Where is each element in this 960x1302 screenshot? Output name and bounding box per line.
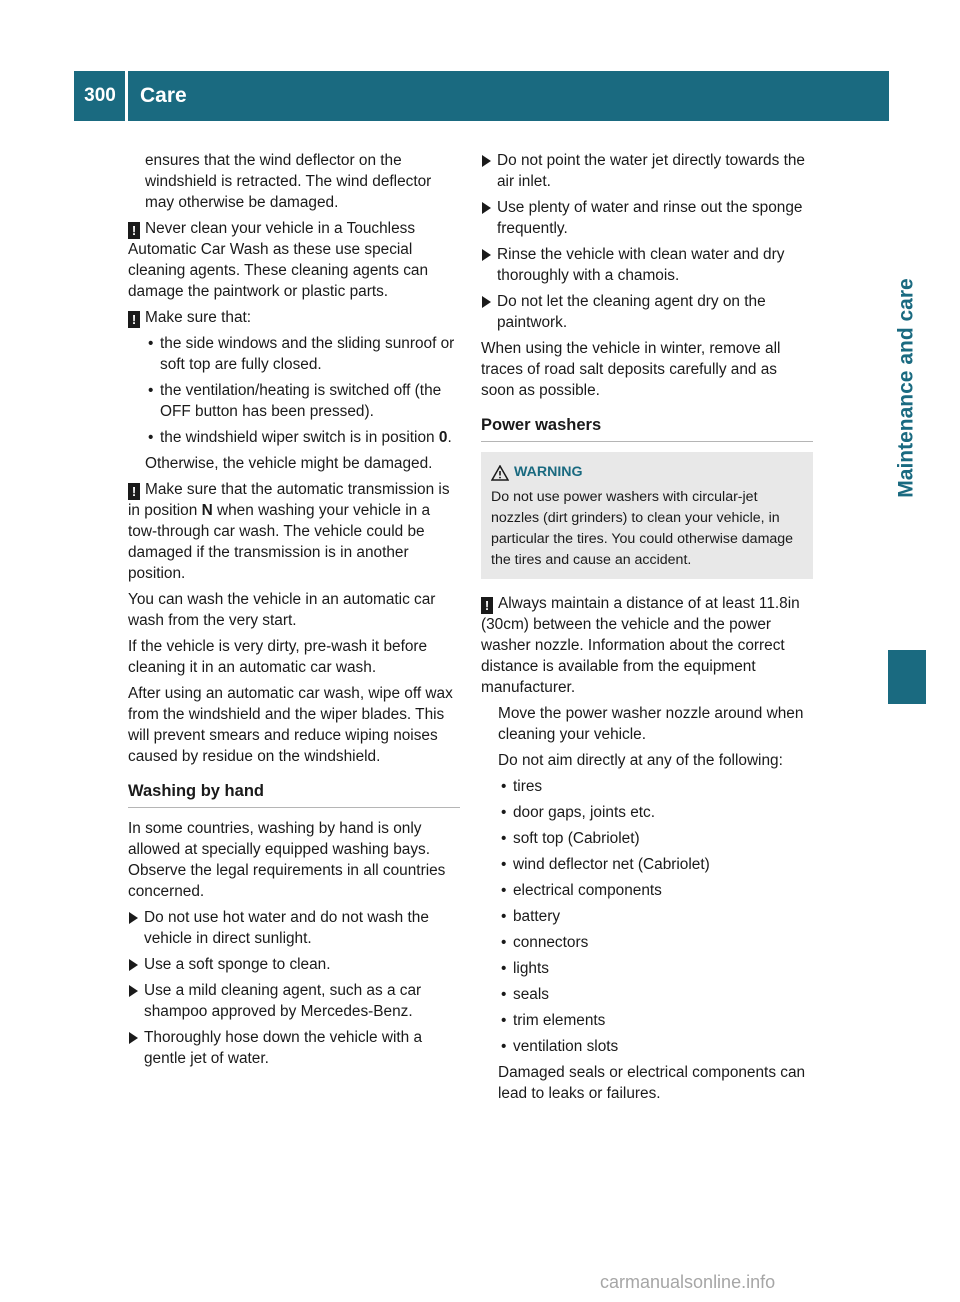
list-item [481, 828, 813, 849]
note-touchless-text: Never clean your vehicle in a Touchless Automatic Car Wash as these use special cleaning agents. These cleaning agents can damage the paintwork or plastic parts. [128, 220, 429, 300]
list-item [481, 906, 813, 927]
bullet-icon: • [148, 335, 154, 352]
list-item [481, 776, 813, 797]
note-transmission-text: Make sure that the automatic transmission is in position [128, 481, 450, 519]
step-text: Do not let the cleaning agent dry on the paintwork. [497, 293, 766, 331]
step-arrow-icon [129, 912, 138, 924]
heading-washing-by-hand: Washing by hand [128, 781, 460, 808]
instruction-step [128, 907, 460, 949]
step-arrow-icon [129, 959, 138, 971]
step-arrow-icon [482, 296, 491, 308]
bullet-icon: • [501, 908, 507, 925]
paragraph: You can wash the vehicle in an automatic car wash from the very start. [128, 591, 436, 629]
instruction-step [481, 197, 813, 239]
list-item [128, 380, 460, 422]
paragraph: If the vehicle is very dirty, pre-wash it before cleaning it in an automatic car wash. [128, 638, 428, 676]
warning-text: Do not use power washers with circular-jet nozzles (dirt grinders) to clean your vehicle, in particular the tires. You could otherwise damage the tires and cause an accident. [491, 489, 794, 568]
list-item-text: soft top (Cabriolet) [513, 830, 640, 847]
warning-box [481, 452, 813, 579]
bullet-icon: • [501, 960, 507, 977]
list-item: • the windshield wiper switch is in position 0. [148, 429, 452, 446]
list-item-text: trim elements [513, 1012, 606, 1029]
list-item-text: seals [513, 986, 549, 1003]
paragraph: Do not aim directly at any of the following: [498, 752, 783, 769]
bullet-icon: • [501, 804, 507, 821]
list-item-text: tires [513, 778, 543, 795]
page-number: 300 [84, 85, 116, 106]
exclamation-icon: ! [128, 222, 140, 239]
note-distance [481, 593, 813, 698]
aim-list [481, 776, 813, 1057]
bullet-icon: • [501, 1038, 507, 1055]
bullet-icon: • [501, 882, 507, 899]
side-tab-marker [888, 650, 926, 704]
list-item [481, 958, 813, 979]
intro-paragraph: ensures that the wind deflector on the windshield is retracted. The wind deflector may otherwise be damaged. [145, 152, 432, 211]
exclamation-icon: ! [481, 597, 493, 614]
exclamation-icon: ! [128, 483, 140, 500]
bullet-icon: • [501, 778, 507, 795]
list-item-text: the windshield wiper switch is in position [160, 429, 435, 446]
instruction-step [481, 291, 813, 333]
header-divider [125, 71, 128, 121]
step-text: Thoroughly hose down the vehicle with a gentle jet of water. [144, 1029, 423, 1067]
instruction-step [481, 150, 813, 192]
side-label-text: Maintenance and care [895, 278, 919, 498]
list-item [128, 333, 460, 375]
step-text: Use a mild cleaning agent, such as a car shampoo approved by Mercedes-Benz. [144, 982, 422, 1020]
bullet-icon: • [501, 934, 507, 951]
list-item-text: the side windows and the sliding sunroof or soft top are fully closed. [160, 335, 455, 373]
list-item [481, 880, 813, 901]
list-item [481, 1010, 813, 1031]
instruction-step [128, 954, 460, 975]
list-item-text: wind deflector net (Cabriolet) [513, 856, 710, 873]
step-text: Use a soft sponge to clean. [144, 956, 331, 973]
note-make-sure [128, 307, 460, 328]
step-text: Do not point the water jet directly towards the air inlet. [497, 152, 805, 190]
step-arrow-icon [129, 1032, 138, 1044]
paragraph: After using an automatic car wash, wipe off wax from the windshield and the wiper blades. This will prevent smears and reduce wiping noises caused by residue on the windshield. [128, 685, 453, 765]
header-bar [74, 71, 889, 121]
list-item-text: battery [513, 908, 561, 925]
list-item-text: electrical components [513, 882, 662, 899]
instruction-step [481, 244, 813, 286]
note-make-sure-text: Make sure that: [145, 309, 252, 326]
step-arrow-icon [482, 155, 491, 167]
list-item-text: door gaps, joints etc. [513, 804, 656, 821]
note-transmission [128, 479, 460, 584]
right-column [481, 150, 813, 1109]
side-label [886, 133, 928, 643]
note-transmission-text-end: when washing your vehicle in a tow-through car wash. The vehicle could be damaged if the transmission is in another position. [128, 502, 431, 582]
list-item-text: lights [513, 960, 549, 977]
bullet-icon: • [148, 429, 154, 446]
bullet-icon: • [501, 856, 507, 873]
section-title: Care [140, 84, 187, 107]
paragraph: Move the power washer nozzle around when cleaning your vehicle. [498, 705, 804, 743]
bullet-icon: • [501, 986, 507, 1003]
bullet-icon: • [501, 830, 507, 847]
instruction-step [128, 980, 460, 1022]
step-arrow-icon [482, 202, 491, 214]
list-item-text: the ventilation/heating is switched off (the OFF button has been pressed). [160, 382, 442, 420]
step-text: Do not use hot water and do not wash the vehicle in direct sunlight. [144, 909, 429, 947]
step-text: Rinse the vehicle with clean water and dry thoroughly with a chamois. [497, 246, 785, 284]
warning-title [491, 462, 803, 483]
list-item [481, 854, 813, 875]
warning-title-text: WARNING [514, 464, 583, 480]
paragraph: When using the vehicle in winter, remove all traces of road salt deposits carefully and as soon as possible. [481, 340, 781, 399]
wiper-position-value: 0 [438, 429, 448, 446]
paragraph: In some countries, washing by hand is only allowed at specially equipped washing bays. Observe the legal requirements in all countries concerned. [128, 820, 446, 900]
warning-triangle-icon [491, 465, 509, 481]
step-arrow-icon [482, 249, 491, 261]
closing-paragraph: Damaged seals or electrical components can lead to leaks or failures. [498, 1064, 806, 1102]
instruction-step [128, 1027, 460, 1069]
exclamation-icon: ! [128, 311, 140, 328]
heading-power-washers: Power washers [481, 415, 813, 442]
step-arrow-icon [129, 985, 138, 997]
list-item [481, 932, 813, 953]
list-item [481, 802, 813, 823]
note-touchless [128, 218, 460, 302]
bullet-icon: • [148, 382, 154, 399]
note-distance-text: Always maintain a distance of at least 11.8in (30cm) between the vehicle and the power washer nozzle. Information about the correct distance is available from the equipment manufacturer. [481, 595, 800, 696]
list-item [481, 984, 813, 1005]
step-text: Use plenty of water and rinse out the sponge frequently. [497, 199, 803, 237]
list-item-text: connectors [513, 934, 589, 951]
transmission-position-value: N [201, 502, 213, 519]
left-column [128, 150, 460, 1074]
bullet-icon: • [501, 1012, 507, 1029]
note-outro: Otherwise, the vehicle might be damaged. [145, 455, 433, 472]
list-item [481, 1036, 813, 1057]
watermark: carmanualsonline.info [600, 1272, 776, 1292]
list-item-text: ventilation slots [513, 1038, 619, 1055]
